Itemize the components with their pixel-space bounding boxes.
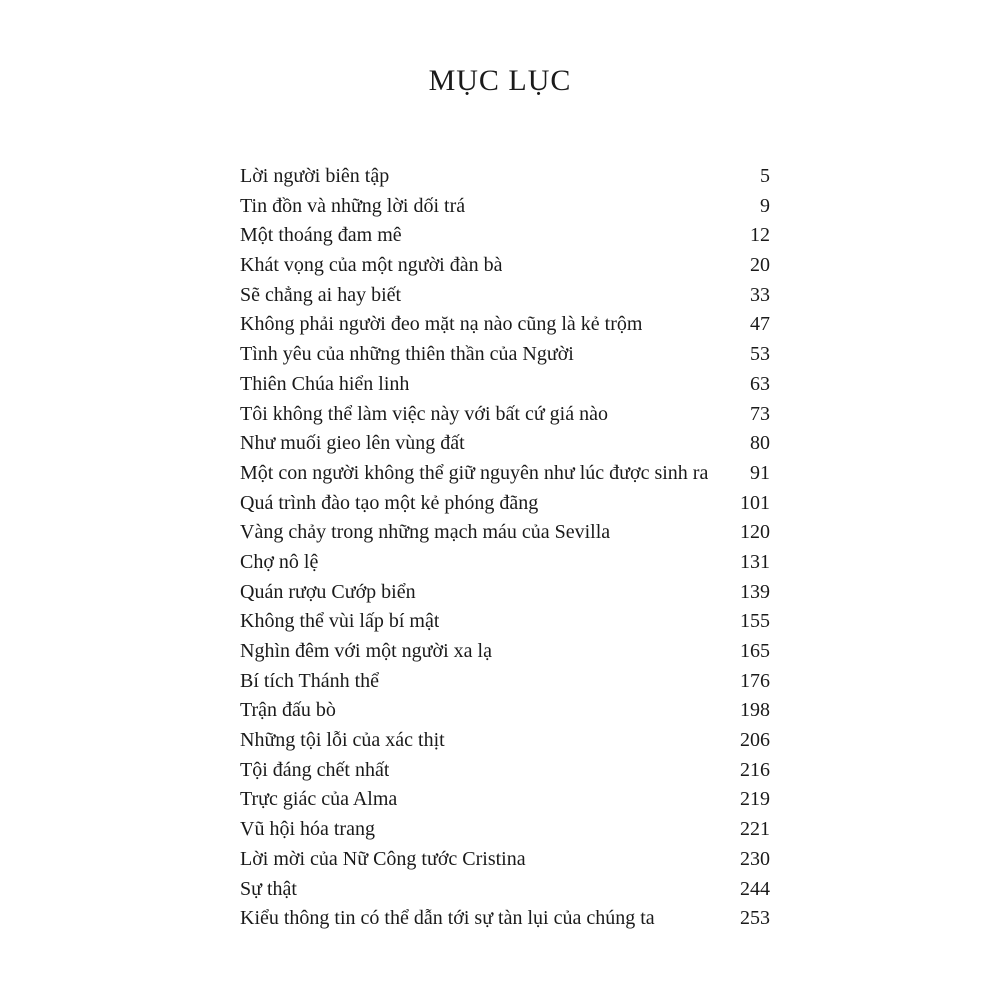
toc-entry-page-number: 47 <box>750 313 770 336</box>
toc-entry <box>240 518 770 548</box>
toc-entry <box>240 370 770 400</box>
toc-entry-title: Khát vọng của một người đàn bà <box>240 254 503 277</box>
toc-entry-page-number: 244 <box>740 877 770 900</box>
toc-entry-page-number: 33 <box>750 283 770 306</box>
toc-entry-page-number: 216 <box>740 758 770 781</box>
toc-entry-title: Quán rượu Cướp biển <box>240 580 416 603</box>
table-of-contents <box>240 162 770 934</box>
toc-entry-page-number: 73 <box>750 402 770 425</box>
toc-entry <box>240 459 770 489</box>
toc-entry-page-number: 120 <box>740 521 770 544</box>
toc-entry-page-number: 63 <box>750 372 770 395</box>
toc-entry <box>240 845 770 875</box>
toc-entry-page-number: 165 <box>740 640 770 662</box>
toc-entry-title: Bí tích Thánh thể <box>240 669 380 692</box>
toc-entry-title: Chợ nô lệ <box>240 550 319 573</box>
toc-entry-title: Lời mời của Nữ Công tước Cristina <box>240 847 526 870</box>
toc-entry-page-number: 5 <box>760 165 770 187</box>
toc-entry-title: Vàng chảy trong những mạch máu của Sevilla <box>240 521 611 544</box>
toc-entry-title: Tội đáng chết nhất <box>240 758 390 781</box>
toc-entry <box>240 548 770 578</box>
toc-entry-page-number: 219 <box>740 788 770 811</box>
toc-entry-title: Quá trình đào tạo một kẻ phóng đãng <box>240 491 539 514</box>
toc-entry-page-number: 253 <box>740 907 770 930</box>
toc-entry <box>240 785 770 815</box>
toc-entry <box>240 637 770 667</box>
toc-heading: MỤC LỤC <box>428 64 572 97</box>
toc-entry-page-number: 230 <box>740 847 770 870</box>
toc-entry-title: Sẽ chẳng ai hay biết <box>240 283 402 306</box>
toc-entry-page-number: 198 <box>740 699 770 722</box>
toc-entry-page-number: 131 <box>740 550 770 573</box>
toc-entry <box>240 310 770 340</box>
toc-entry <box>240 221 770 251</box>
toc-entry-title: Thiên Chúa hiển linh <box>240 372 410 395</box>
toc-entry-title: Tin đồn và những lời dối trá <box>240 194 466 217</box>
toc-entry-title: Trận đấu bò <box>240 699 336 722</box>
toc-entry <box>240 726 770 756</box>
toc-entry <box>240 251 770 281</box>
toc-entry-page-number: 221 <box>740 818 770 841</box>
toc-entry-page-number: 206 <box>740 729 770 752</box>
toc-entry-title: Vũ hội hóa trang <box>240 818 375 841</box>
toc-entry-title: Lời người biên tập <box>240 165 390 187</box>
toc-entry <box>240 578 770 608</box>
toc-entry <box>240 815 770 845</box>
toc-entry-title: Không phải người đeo mặt nạ nào cũng là kẻ trộm <box>240 313 643 336</box>
toc-entry <box>240 904 770 934</box>
toc-entry-title: Những tội lỗi của xác thịt <box>240 729 445 752</box>
toc-entry <box>240 340 770 370</box>
toc-entry-title: Một thoáng đam mê <box>240 224 402 247</box>
toc-entry-page-number: 9 <box>760 194 770 217</box>
toc-entry-page-number: 12 <box>750 224 770 247</box>
toc-entry <box>240 607 770 637</box>
toc-entry <box>240 192 770 222</box>
toc-entry-title: Một con người không thể giữ nguyên như lúc được sinh ra <box>240 461 709 484</box>
toc-entry <box>240 696 770 726</box>
toc-entry <box>240 875 770 905</box>
toc-entry <box>240 667 770 697</box>
toc-entry <box>240 429 770 459</box>
toc-entry-page-number: 20 <box>750 254 770 277</box>
toc-entry-page-number: 80 <box>750 432 770 455</box>
toc-entry-page-number: 101 <box>740 491 770 514</box>
toc-entry-title: Trực giác của Alma <box>240 788 398 811</box>
toc-entry-page-number: 155 <box>740 610 770 633</box>
toc-entry-page-number: 176 <box>740 669 770 692</box>
toc-entry <box>240 281 770 311</box>
toc-entry-page-number: 53 <box>750 343 770 366</box>
toc-entry-title: Không thể vùi lấp bí mật <box>240 610 440 633</box>
toc-entry <box>240 756 770 786</box>
toc-entry-title: Tình yêu của những thiên thần của Người <box>240 343 574 366</box>
toc-entry-title: Nghìn đêm với một người xa lạ <box>240 640 492 662</box>
toc-entry-page-number: 91 <box>750 461 770 484</box>
toc-entry <box>240 489 770 519</box>
toc-entry-title: Kiểu thông tin có thể dẫn tới sự tàn lụi của chúng ta <box>240 907 655 930</box>
toc-entry-title: Tôi không thể làm việc này với bất cứ giá nào <box>240 402 608 425</box>
toc-entry-title: Như muối gieo lên vùng đất <box>240 432 465 455</box>
toc-entry-page-number: 139 <box>740 580 770 603</box>
toc-entry-title: Sự thật <box>240 877 297 900</box>
toc-entry <box>240 400 770 430</box>
toc-entry <box>240 162 770 192</box>
